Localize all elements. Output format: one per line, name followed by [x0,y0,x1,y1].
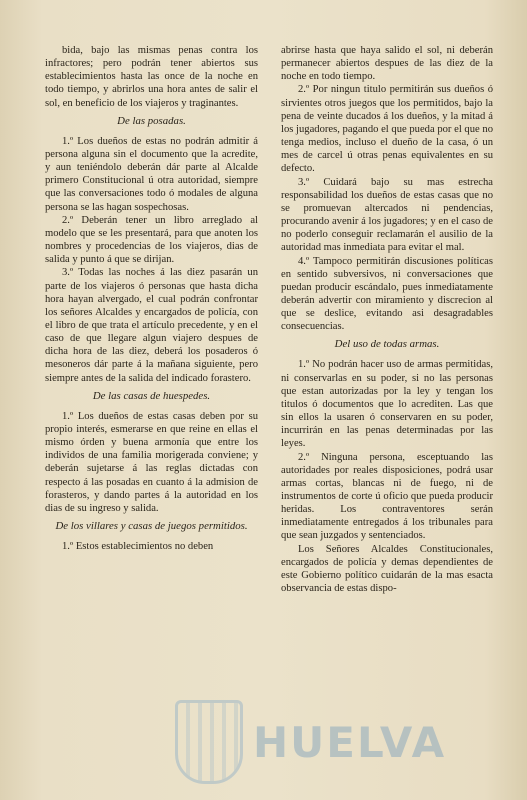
paragraph: Los Señores Alcaldes Constitucionales, encargados de policía y demas dependientes de este Gobierno político cuidarán de la mas esacta observancia de estas dispo- [281,543,493,595]
right-column [281,44,493,595]
section-heading: Del uso de todas armas. [334,338,440,351]
section-heading: De las posadas. [117,114,186,127]
section-heading: De los villares y casas de juegos permitidos. [55,520,248,532]
paragraph: 1.º Estos establecimientos no deben [61,541,214,552]
section-heading: De las casas de huespedes. [92,389,211,402]
paragraph: 2.º Ninguna persona, esceptuando las autoridades por reales disposiciones, podrá usar armas cortas, blancas ni de fuego, ni de instrumentos de corte ú oficio que pueda producir heridas. Los contraventores serán inmediatamente entregados á los tribunales para que sean juzgados y sentenciados. [281,451,493,542]
paragraph: 4.º Tampoco permitirán discusiones políticas en sentido subversivos, ni conversaciones que puedan producir escándalo, pues inmediatamente deberán advertir con miramiento y discrecion al que se deslice, evitando asi desagradables consecuencias. [281,255,493,333]
paragraph: 1.º No podrán hacer uso de armas permitidas, ni conservarlas en su poder, si no las personas que estan autorizadas por la ley y tengan los titulos ó documentos que lo acrediten. Las que sin ellos la usaren ó conservaren en su poder, incurrirán en las penas determinadas por las leyes. [281,359,493,450]
watermark-text: HUELVA [253,717,447,767]
paragraph: 2.º Deberán tener un libro arreglado al modelo que se les presentará, para que anoten los nombres y procedencias de los viajeros, dias de salida y punto á que se dirijan. [45,214,258,266]
left-column [45,44,258,553]
paragraph: 1.º Los dueños de estas no podrán admitir á persona alguna sin el documento que la acredite, y aun teniéndolo deberán dár parte al Alcalde primero Constitucional ú otra autoridad, siempre que las conversaciones todo ó modales de alguna persona se las hagan sospechosas. [45,135,258,213]
archive-watermark [175,700,446,784]
paragraph: abrirse hasta que haya salido el sol, ni deberán permanecer abiertos despues de las diez de la noche en todo tiempo. [281,45,493,83]
paragraph: 2.º Por ningun titulo permitirán sus dueños ó sirvientes otros juegos que los permitidos, bajo la pena de veinte ducados á los dueños, y la mitad á los jugadores, pagando el que pueda por el que no tenga medios, incluso el dueño de la casa, ó un mes de carcel ú otras penas equivalentes en su defecto. [281,84,493,175]
paragraph: bida, bajo las mismas penas contra los infractores; pero podrán tener abiertos sus establecimientos hasta las once de la noche en todo tiempo, y abrirlos una hora antes de salir el sol, en beneficio de los viajeros y traginantes. [45,45,258,109]
crest-icon [175,700,243,784]
paragraph: 3.º Cuidará bajo su mas estrecha responsabilidad los dueños de estas casas que no se promuevan altercados ni pendencias, procurando avenir á los jugadores; y en el caso de no poderlo conseguir reclamarán el ausilio de la autoridad mas inmediata para evitar el mal. [281,176,493,254]
paragraph: 3.º Todas las noches á las diez pasarán un parte de los viajeros ó personas que hasta dicha hora hayan alvergado, el cual podrán confrontar los señores Alcaldes y encargados de policía, con el libro de que trata el artículo precedente, y en el caso de que llegare algun viajero despues de dicha hora de las diez, deberá los posaderos ó mesoneros dár parte á la mañana siguiente, pero siempre antes de la salida del indicado forastero. [45,267,258,384]
paragraph: 1.º Los dueños de estas casas deben por su propio interés, esmerarse en que reine en ellas el mismo órden y buena armonía que entre los individos de una familia morigerada conviene; y deberán sujetarse á las reglas dictadas con respecto á las posadas en cuanto á la admision de forasteros, y dando partes á la autoridad en los dias de su ingreso y salida. [45,410,258,514]
